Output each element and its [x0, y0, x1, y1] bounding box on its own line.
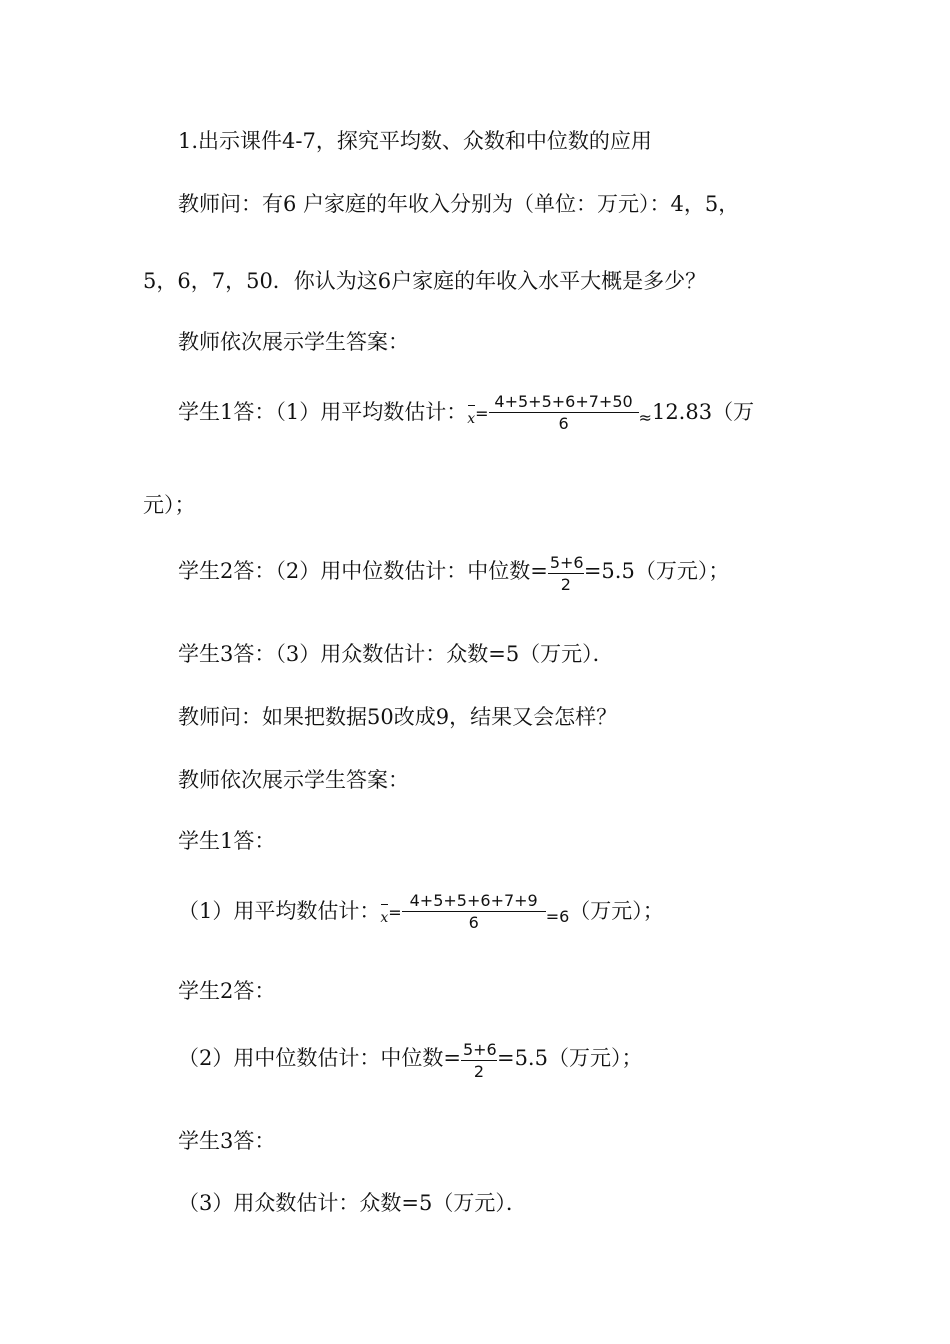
student-3-answer: 学生3答：（3）用众数估计：众数=5（万元）． — [178, 642, 614, 666]
b-student-2-result: =5.5（万元）； — [496, 1046, 643, 1070]
mean-symbol: x — [467, 404, 475, 434]
median-fraction — [548, 553, 584, 596]
teacher-question-2: 教师问：如果把数据50改成9，结果又会怎样？ — [178, 705, 618, 729]
fraction-denominator: 2 — [473, 1062, 485, 1081]
fraction-numerator: 5+6 — [549, 553, 584, 572]
student-1-answer — [178, 392, 754, 435]
b-student-1-result: =6 — [545, 907, 570, 926]
fraction-numerator: 5+6 — [462, 1040, 497, 1059]
b-student-2-answer — [178, 1040, 642, 1083]
fraction-numerator: 4+5+5+6+7+9 — [402, 891, 546, 912]
teacher-question-1b: 5，6，7，50．你认为这6户家庭的年收入水平大概是多少？ — [143, 269, 707, 293]
mean-fraction-revised — [402, 891, 546, 934]
median-fraction-revised — [461, 1040, 497, 1083]
b-student-1-prefix: （1）用平均数估计： — [178, 899, 381, 923]
approx-sign: ≈ — [638, 408, 652, 427]
student-2-result: =5.5（万元）； — [583, 559, 730, 583]
fraction-denominator: 2 — [560, 575, 571, 594]
fraction-denominator: 6 — [558, 414, 569, 433]
student-2-prefix: 学生2答：（2）用中位数估计：中位数= — [178, 559, 548, 583]
b-student-2-heading: 学生2答： — [178, 979, 276, 1003]
equals-sign: = — [388, 903, 402, 922]
teacher-show-answers-2: 教师依次展示学生答案： — [178, 768, 409, 792]
b-student-1-answer — [178, 891, 664, 934]
b-student-2-prefix: （2）用中位数估计：中位数= — [178, 1046, 461, 1070]
teacher-show-answers-1: 教师依次展示学生答案： — [178, 330, 409, 354]
b-student-3-heading: 学生3答： — [178, 1129, 276, 1153]
paragraph-intro: 1.出示课件4-7，探究平均数、众数和中位数的应用 — [178, 129, 652, 153]
student-1-continuation: 元）； — [143, 493, 196, 517]
student-2-answer — [178, 553, 729, 596]
teacher-question-1a: 教师问：有6 户家庭的年收入分别为（单位：万元）：4，5， — [178, 192, 740, 216]
mean-symbol: x — [380, 903, 388, 933]
mean-fraction — [489, 392, 639, 435]
b-student-1-unit: （万元）； — [569, 899, 664, 923]
student-1-result: 12.83（万 — [651, 400, 755, 424]
equals-sign: = — [475, 404, 489, 423]
b-student-3-answer: （3）用众数估计：众数=5（万元）． — [178, 1191, 527, 1215]
student-1-prefix: 学生1答：（1）用平均数估计： — [178, 400, 468, 424]
b-student-1-heading: 学生1答： — [178, 829, 276, 853]
fraction-denominator: 6 — [468, 913, 479, 932]
fraction-numerator: 4+5+5+6+7+50 — [489, 392, 639, 413]
